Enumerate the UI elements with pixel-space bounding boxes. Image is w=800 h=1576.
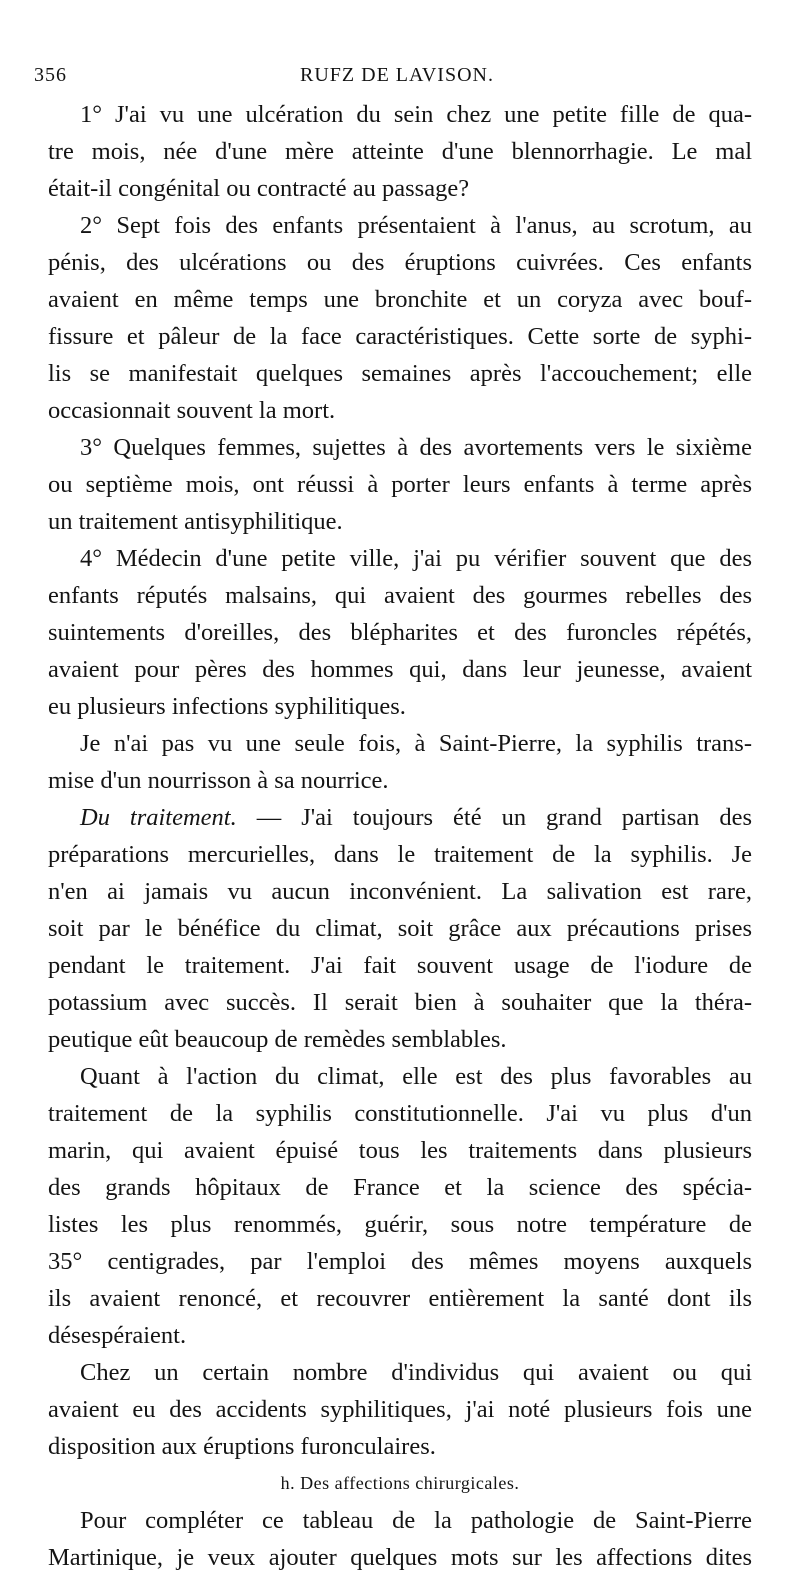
text-line: suintements d'oreilles, des blépharites et des furoncles répétés, (48, 619, 752, 646)
text-line: 1° J'ai vu une ulcération du sein chez une petite fille de qua- (80, 101, 752, 128)
text-line: enfants réputés malsains, qui avaient des gourmes rebelles des (48, 582, 752, 609)
text-line: Quant à l'action du climat, elle est des plus favorables au (80, 1063, 752, 1090)
text-line: des grands hôpitaux de France et la science des spécia- (48, 1174, 752, 1201)
text-line: Pour compléter ce tableau de la pathologie de Saint-Pierre (80, 1507, 752, 1534)
page-body (48, 96, 752, 1576)
text-line: pénis, des ulcérations ou des éruptions cuivrées. Ces enfants (48, 249, 752, 276)
text-line: avaient en même temps une bronchite et un coryza avec bouf- (48, 286, 752, 313)
text-line: préparations mercurielles, dans le traitement de la syphilis. Je (48, 841, 752, 868)
text-line: n'en ai jamais vu aucun inconvénient. La salivation est rare, (48, 878, 752, 905)
text-line: 4° Médecin d'une petite ville, j'ai pu vérifier souvent que des (80, 545, 752, 572)
text-line-rest: — J'ai toujours été un grand partisan des (256, 804, 752, 831)
text-line: lis se manifestait quelques semaines après l'accouchement; elle (48, 360, 752, 387)
text-line: ou septième mois, ont réussi à porter leurs enfants à terme après (48, 471, 752, 498)
page-number: 356 (34, 64, 67, 86)
text-line: Je n'ai pas vu une seule fois, à Saint-Pierre, la syphilis trans- (80, 730, 752, 757)
text-line: 2° Sept fois des enfants présentaient à l'anus, au scrotum, au (80, 212, 752, 239)
text-line: fissure et pâleur de la face caractéristiques. Cette sorte de syphi- (48, 323, 752, 350)
text-line: pendant le traitement. J'ai fait souvent usage de l'iodure de (48, 952, 752, 979)
text-line: traitement de la syphilis constitutionnelle. J'ai vu plus d'un (48, 1100, 752, 1127)
text-line: 3° Quelques femmes, sujettes à des avortements vers le sixième (80, 434, 752, 461)
section-label: Du traitement. (80, 804, 237, 831)
text-line: disposition aux éruptions furonculaires. (48, 1433, 436, 1460)
running-title: RUFZ DE LAVISON. (300, 64, 494, 86)
text-line: désespéraient. (48, 1322, 187, 1349)
section-subheading: h. Des affections chirurgicales. (280, 1473, 520, 1493)
text-line: ils avaient renoncé, et recouvrer entièrement la santé dont ils (48, 1285, 752, 1312)
text-line: était-il congénital ou contracté au passage? (48, 175, 470, 202)
text-line: tre mois, née d'une mère atteinte d'une blennorrhagie. Le mal (48, 138, 752, 165)
text-line: Martinique, je veux ajouter quelques mots sur les affections dites (48, 1544, 752, 1571)
text-line: avaient eu des accidents syphilitiques, j'ai noté plusieurs fois une (48, 1396, 752, 1423)
text-line (48, 799, 752, 836)
text-line: soit par le bénéfice du climat, soit grâce aux précautions prises (48, 915, 752, 942)
text-line: eu plusieurs infections syphilitiques. (48, 693, 406, 720)
text-line: mise d'un nourrisson à sa nourrice. (48, 767, 389, 794)
text-line: un traitement antisyphilitique. (48, 508, 343, 535)
text-line: avaient pour pères des hommes qui, dans leur jeunesse, avaient (48, 656, 752, 683)
text-line: marin, qui avaient épuisé tous les traitements dans plusieurs (48, 1137, 752, 1164)
text-line: peutique eût beaucoup de remèdes semblables. (48, 1026, 507, 1053)
text-line: Chez un certain nombre d'individus qui avaient ou qui (80, 1359, 752, 1386)
text-line: occasionnait souvent la mort. (48, 397, 336, 424)
text-line: 35° centigrades, par l'emploi des mêmes moyens auxquels (48, 1248, 752, 1275)
text-line: potassium avec succès. Il serait bien à souhaiter que la théra- (48, 989, 752, 1016)
text-line: listes les plus renommés, guérir, sous notre température de (48, 1211, 752, 1238)
running-header (34, 60, 760, 92)
